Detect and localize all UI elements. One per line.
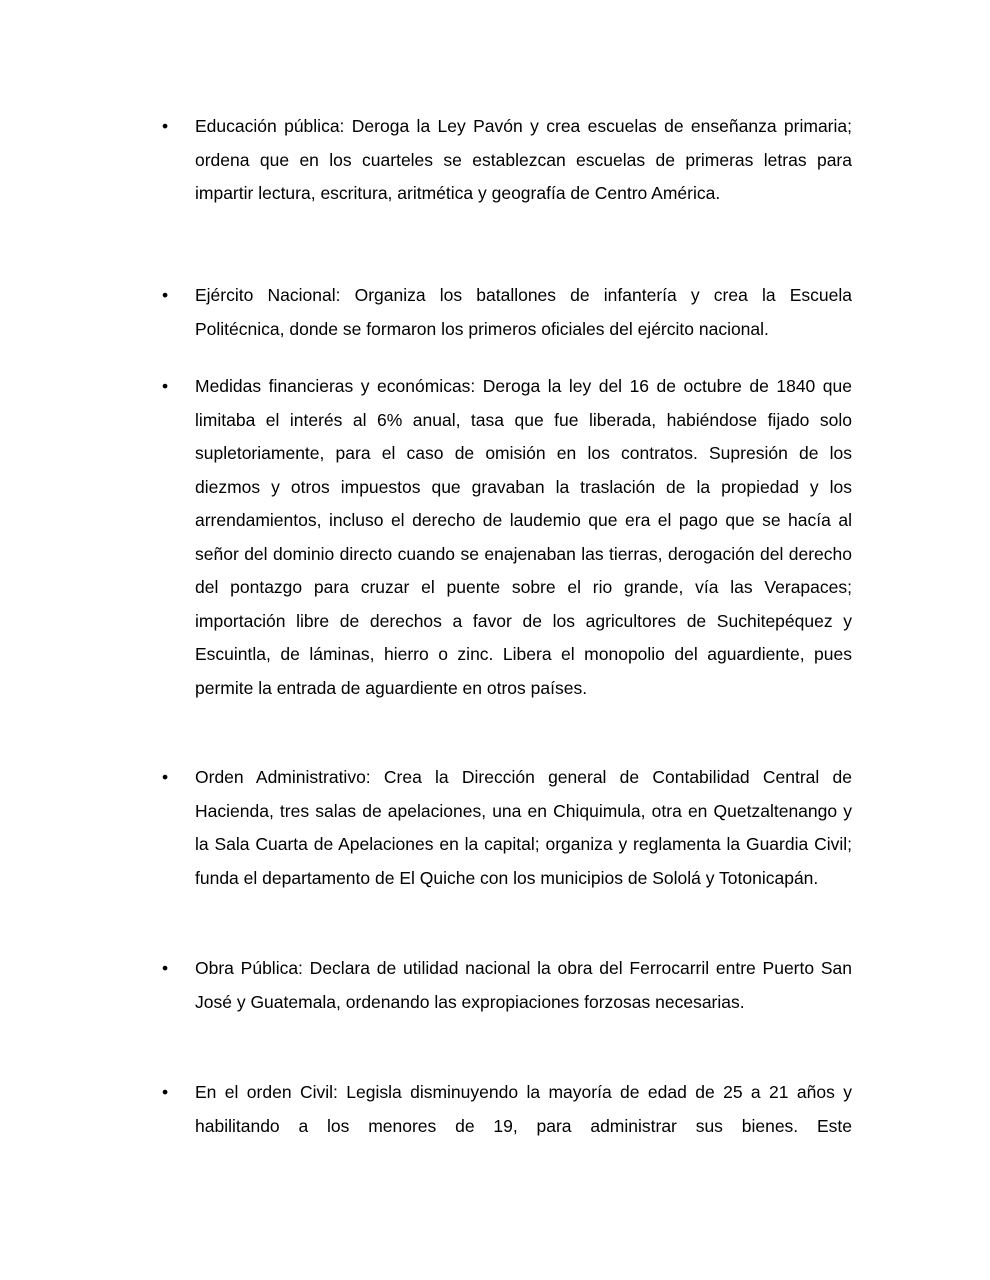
bullet-icon: • [162, 1082, 169, 1102]
list-item-obra-publica [162, 952, 852, 1019]
list-item-orden-administrativo [162, 761, 852, 895]
list-item-text: En el orden Civil: Legisla disminuyendo la mayoría de edad de 25 a 21 años y habilitando a los menores de 19, para administrar sus bienes. Este [195, 1082, 852, 1136]
bullet-icon: • [162, 958, 169, 978]
list-item-orden-civil [162, 1076, 852, 1143]
list-item-ejercito [162, 279, 852, 346]
bullet-icon: • [162, 116, 169, 136]
bullet-icon: • [162, 285, 169, 305]
bullet-icon: • [162, 767, 169, 787]
list-item-text: Obra Pública: Declara de utilidad nacional la obra del Ferrocarril entre Puerto San José y Guatemala, ordenando las expropiaciones forzosas necesarias. [195, 958, 852, 1012]
list-item-text: Orden Administrativo: Crea la Dirección general de Contabilidad Central de Hacienda, tres salas de apelaciones, una en Chiquimula, otra en Quetzaltenango y la Sala Cuarta de Apelaciones en la capital; organiza y reglamenta la Guardia Civil; funda el departamento de El Quiche con los municipios de Sololá y Totonicapán. [195, 767, 852, 888]
list-item-medidas-financieras [162, 370, 852, 705]
list-item-text: Ejército Nacional: Organiza los batallones de infantería y crea la Escuela Politécnica, donde se formaron los primeros oficiales del ejército nacional. [195, 285, 852, 339]
list-item-text: Medidas financieras y económicas: Deroga la ley del 16 de octubre de 1840 que limitaba el interés al 6% anual, tasa que fue liberada, habiéndose fijado solo supletoriamente, para el caso de omisión en los contratos. Supresión de los diezmos y otros impuestos que gravaban la traslación de la propiedad y los arrendamientos, incluso el derecho de laudemio que era el pago que se hacía al señor del dominio directo cuando se enajenaban las tierras, derogación del derecho del pontazgo para cruzar el puente sobre el rio grande, vía las Verapaces; importación libre de derechos a favor de los agricultores de Suchitepéquez y Escuintla, de láminas, hierro o zinc. Libera el monopolio del aguardiente, pues permite la entrada de aguardiente en otros países. [195, 376, 852, 698]
bullet-icon: • [162, 376, 169, 396]
list-item-text: Educación pública: Deroga la Ley Pavón y crea escuelas de enseñanza primaria; ordena que en los cuarteles se establezcan escuelas de primeras letras para impartir lectura, escritura, aritmética y geografía de Centro América. [195, 116, 852, 203]
list-item-educacion [162, 110, 852, 211]
